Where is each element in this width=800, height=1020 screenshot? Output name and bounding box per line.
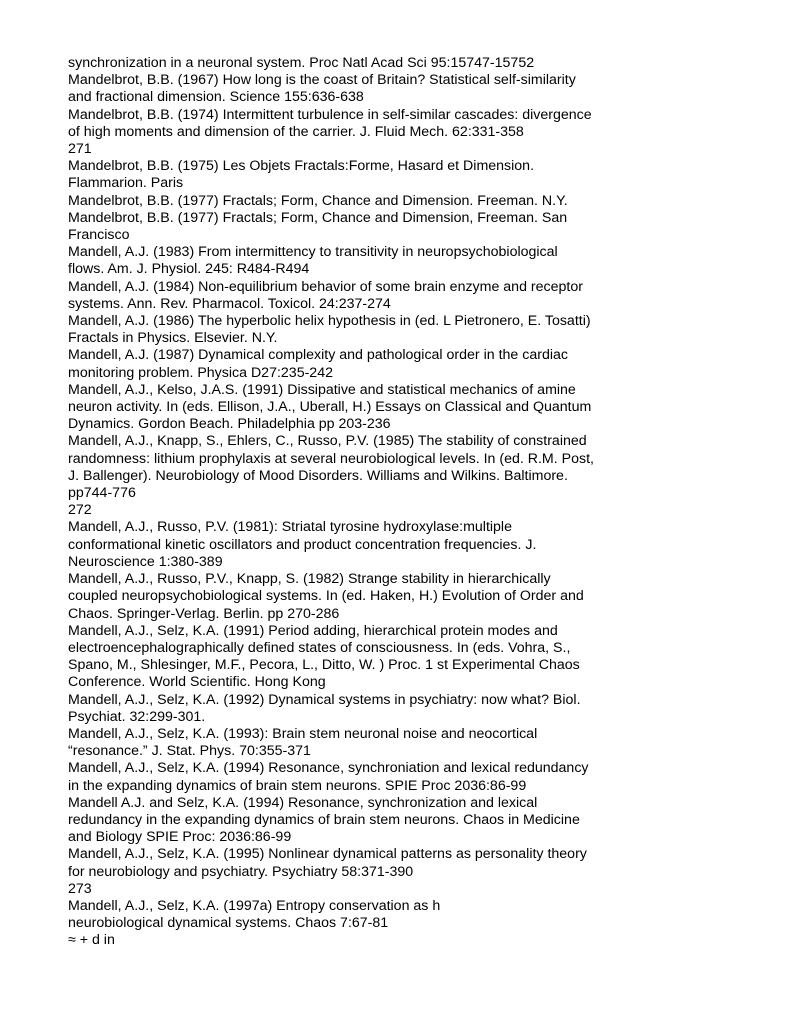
text-line: monitoring problem. Physica D27:235-242: [68, 364, 333, 381]
text-line: Conference. World Scientific. Hong Kong: [68, 674, 326, 691]
text-line: Fractals in Physics. Elsevier. N.Y.: [68, 330, 278, 347]
text-line: Mandell, A.J., Selz, K.A. (1994) Resonance, synchroniation and lexical redundancy: [68, 760, 589, 777]
text-line: electroencephalographically defined states of consciousness. In (eds. Vohra, S.,: [68, 639, 571, 656]
text-line: Mandell, A.J. (1987) Dynamical complexity and pathological order in the cardiac: [68, 347, 568, 364]
text-line: Francisco: [68, 227, 130, 244]
text-line: Mandell A.J. and Selz, K.A. (1994) Resonance, synchronization and lexical: [68, 794, 538, 811]
text-line: pp744-776: [68, 485, 136, 502]
page-number: 272: [68, 502, 92, 519]
text-line: Mandell, A.J., Selz, K.A. (1993): Brain stem neuronal noise and neocortical: [68, 725, 538, 742]
text-line: Mandell, A.J. (1986) The hyperbolic helix hypothesis in (ed. L Pietronero, E. Tosatti): [68, 313, 591, 330]
text-line: Mandell, A.J., Russo, P.V., Knapp, S. (1982) Strange stability in hierarchically: [68, 571, 551, 588]
text-line: ≈ + d in: [68, 932, 115, 949]
text-line: Mandelbrot, B.B. (1974) Intermittent turbulence in self-similar cascades: divergence: [68, 106, 592, 123]
text-line: Mandelbrot, B.B. (1977) Fractals; Form, Chance and Dimension, Freeman. San: [68, 209, 568, 226]
reference-page: [68, 55, 758, 950]
text-line: Flammarion. Paris: [68, 175, 184, 192]
text-line: J. Ballenger). Neurobiology of Mood Disorders. Williams and Wilkins. Baltimore.: [68, 467, 568, 484]
text-line: Chaos. Springer-Verlag. Berlin. pp 270-286: [68, 605, 340, 622]
page-number: 273: [68, 880, 92, 897]
text-line: neuron activity. In (eds. Ellison, J.A., Uberall, H.) Essays on Classical and Quantum: [68, 399, 592, 416]
text-line: flows. Am. J. Physiol. 245: R484-R494: [68, 261, 310, 278]
text-line: Spano, M., Shlesinger, M.F., Pecora, L., Ditto, W. ) Proc. 1 st Experimental Chaos: [68, 657, 580, 674]
text-line: “resonance.” J. Stat. Phys. 70:355-371: [68, 743, 311, 760]
text-line: randomness: lithium prophylaxis at several neurobiological levels. In (ed. R.M. Post,: [68, 450, 594, 467]
text-line: for neurobiology and psychiatry. Psychiatry 58:371-390: [68, 863, 414, 880]
text-line: Mandell, A.J., Selz, K.A. (1997a) Entropy conservation as h: [68, 897, 441, 914]
text-line: Mandell, A.J., Selz, K.A. (1991) Period adding, hierarchical protein modes and: [68, 622, 558, 639]
text-line: Psychiat. 32:299-301.: [68, 708, 206, 725]
text-line: and Biology SPIE Proc: 2036:86-99: [68, 829, 292, 846]
text-line: Mandell, A.J., Selz, K.A. (1995) Nonlinear dynamical patterns as personality theory: [68, 846, 587, 863]
text-line: in the expanding dynamics of brain stem neurons. SPIE Proc 2036:86-99: [68, 777, 527, 794]
text-line: Mandell, A.J. (1984) Non-equilibrium behavior of some brain enzyme and receptor: [68, 278, 583, 295]
text-line: Mandelbrot, B.B. (1975) Les Objets Fractals:Forme, Hasard et Dimension.: [68, 158, 535, 175]
text-line: Mandell, A.J. (1983) From intermittency to transitivity in neuropsychobiological: [68, 244, 558, 261]
text-line: of high moments and dimension of the carrier. J. Fluid Mech. 62:331-358: [68, 123, 524, 140]
text-line: Dynamics. Gordon Beach. Philadelphia pp 203-236: [68, 416, 391, 433]
text-line: Mandelbrot, B.B. (1977) Fractals; Form, Chance and Dimension. Freeman. N.Y.: [68, 192, 568, 209]
text-line: Mandell, A.J., Russo, P.V. (1981): Striatal tyrosine hydroxylase:multiple: [68, 519, 512, 536]
text-line: coupled neuropsychobiological systems. In (ed. Haken, H.) Evolution of Order and: [68, 588, 584, 605]
text-line: Neuroscience 1:380-389: [68, 553, 223, 570]
text-line: synchronization in a neuronal system. Proc Natl Acad Sci 95:15747-15752: [68, 55, 535, 71]
text-line: systems. Ann. Rev. Pharmacol. Toxicol. 24:237-274: [68, 295, 391, 312]
page-number: 271: [68, 141, 92, 158]
text-line: neurobiological dynamical systems. Chaos 7:67-81: [68, 915, 389, 932]
text-line: Mandell, A.J., Knapp, S., Ehlers, C., Russo, P.V. (1985) The stability of constrained: [68, 433, 587, 450]
text-line: conformational kinetic oscillators and product concentration frequencies. J.: [68, 536, 537, 553]
text-line: and fractional dimension. Science 155:636-638: [68, 89, 364, 106]
text-line: redundancy in the expanding dynamics of brain stem neurons. Chaos in Medicine: [68, 811, 580, 828]
text-line: Mandelbrot, B.B. (1967) How long is the coast of Britain? Statistical self-similarity: [68, 72, 576, 89]
text-line: Mandell, A.J., Selz, K.A. (1992) Dynamical systems in psychiatry: now what? Biol.: [68, 691, 581, 708]
text-line: Mandell, A.J., Kelso, J.A.S. (1991) Dissipative and statistical mechanics of amine: [68, 381, 576, 398]
